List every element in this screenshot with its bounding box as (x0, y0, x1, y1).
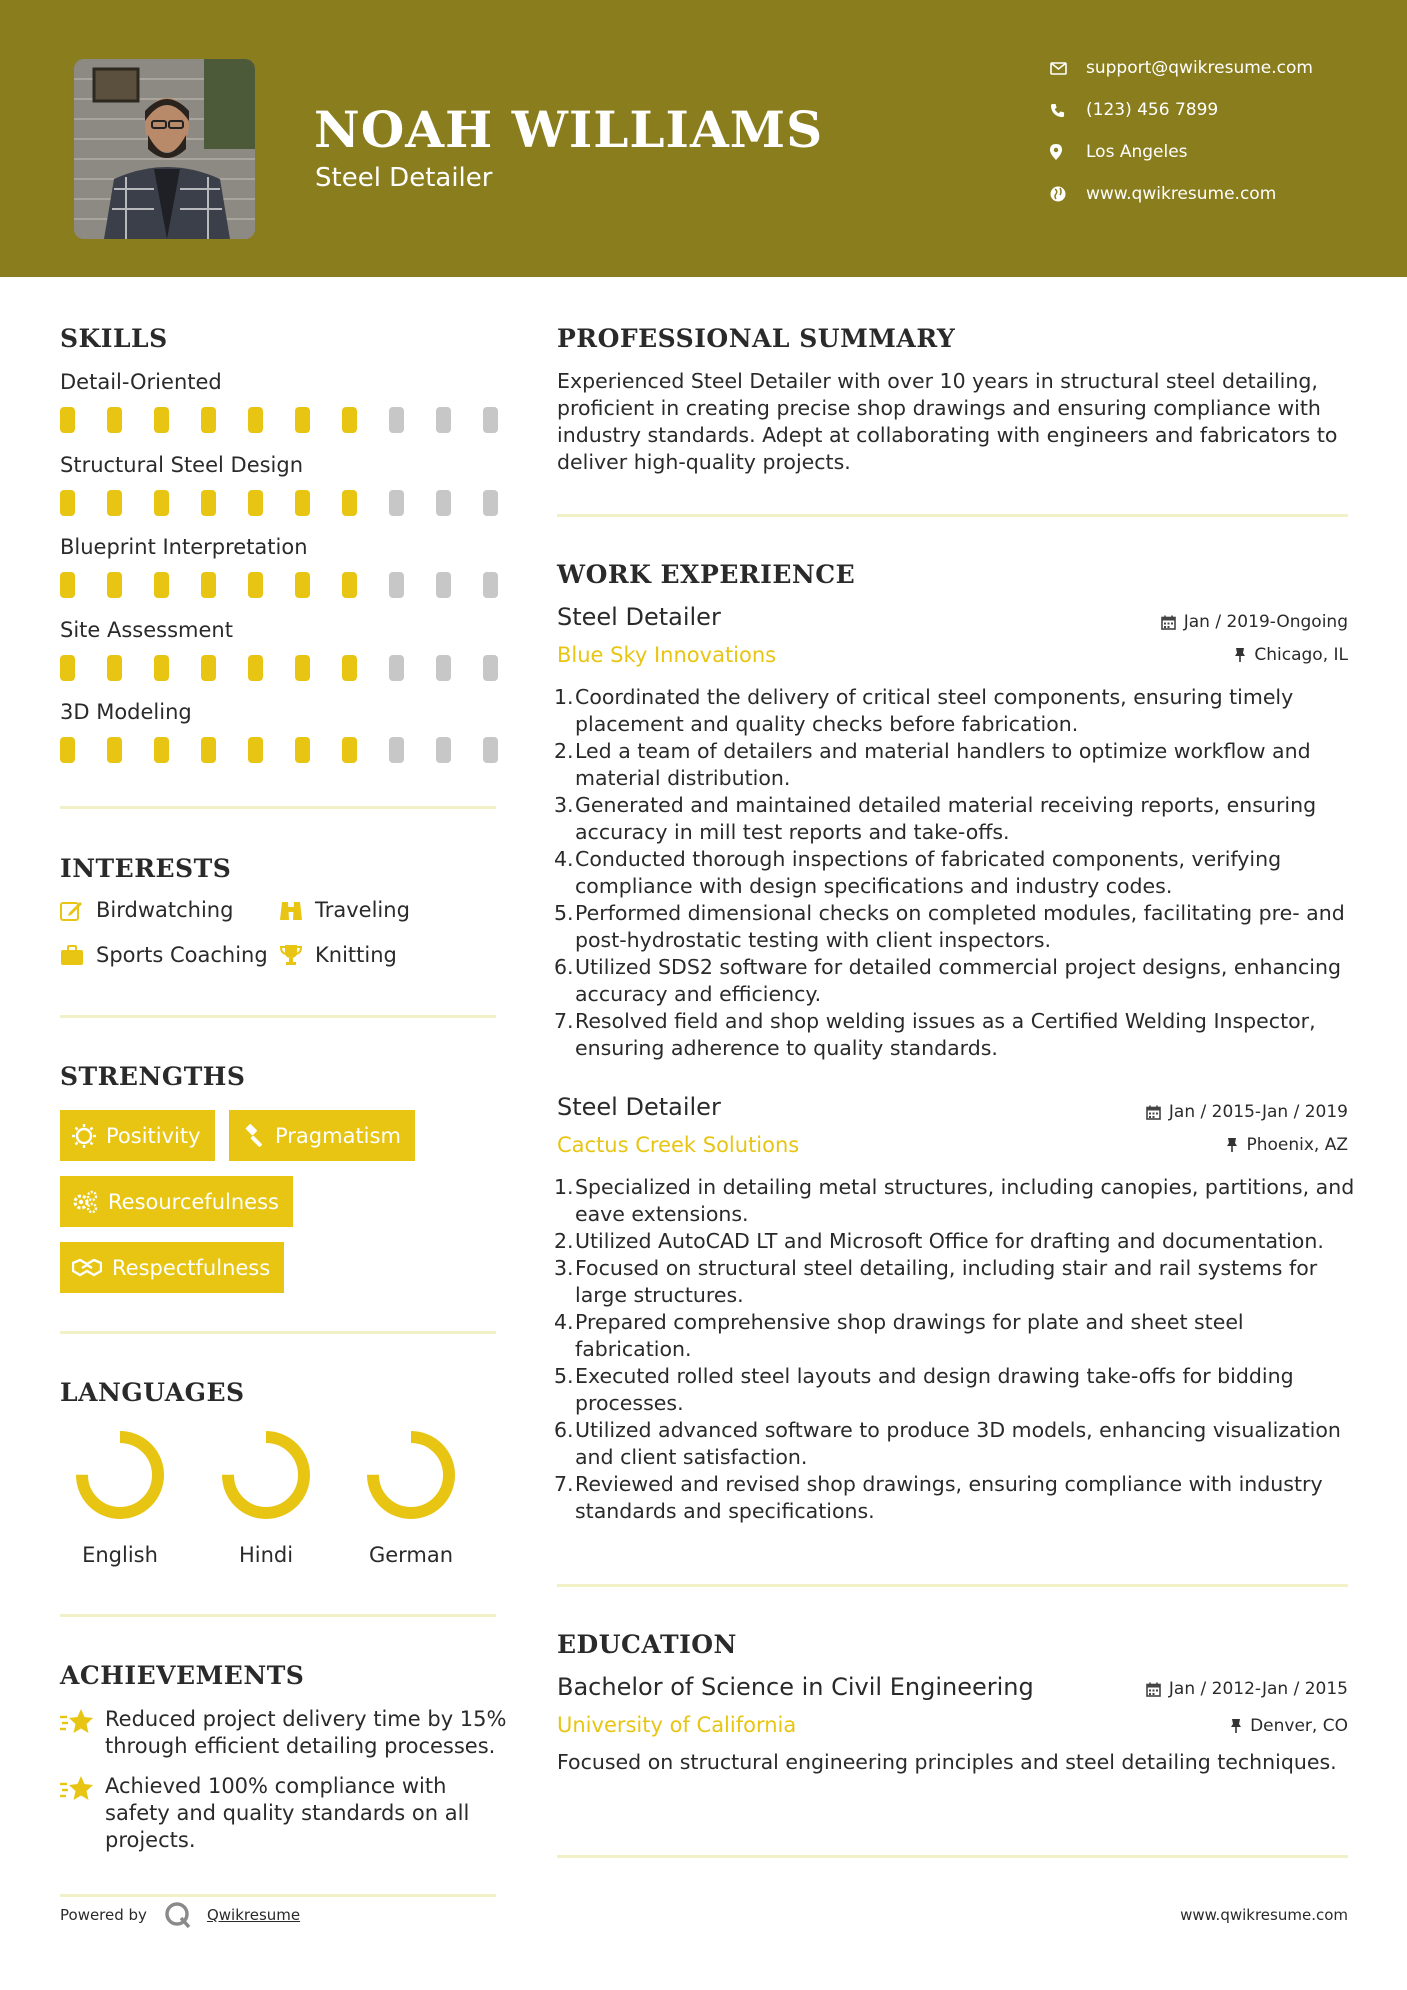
envelope-icon (1050, 62, 1086, 75)
interest-item (60, 898, 233, 922)
job-company: Cactus Creek Solutions (557, 1133, 800, 1157)
skill-dot-empty (436, 490, 451, 516)
pushpin-icon (1226, 1137, 1238, 1153)
divider (60, 1614, 496, 1617)
skill-dot-filled (248, 407, 263, 433)
skill-dot-empty (389, 407, 404, 433)
achievement-item (60, 1706, 510, 1760)
interest-label: Traveling (315, 898, 410, 922)
skills-heading: SKILLS (60, 324, 168, 353)
contact-email[interactable] (1050, 58, 1313, 78)
interest-label: Sports Coaching (96, 943, 268, 967)
candidate-name: NOAH WILLIAMS (314, 100, 824, 159)
skill-dot-filled (154, 490, 169, 516)
header-banner (0, 0, 1407, 277)
strengths-heading: STRENGTHS (60, 1062, 246, 1091)
skill-dot-filled (342, 572, 357, 598)
job-bullet: Generated and maintained detailed material receiving reports, ensuring accuracy in mill test reports and take-offs. (575, 793, 1317, 844)
job-bullet: Utilized SDS2 software for detailed commercial project designs, enhancing accuracy and efficiency. (575, 955, 1342, 1006)
skill-dot-empty (389, 490, 404, 516)
language-name: English (82, 1543, 158, 1567)
skill-dot-empty (483, 572, 498, 598)
job-dates-text: Jan / 2015-Jan / 2019 (1168, 1102, 1348, 1122)
skill-dot-filled (295, 407, 310, 433)
skill-dot-filled (295, 572, 310, 598)
gears-icon (72, 1190, 98, 1214)
language-ring (82, 1437, 158, 1513)
skill-dot-empty (389, 572, 404, 598)
job-bullet: Utilized AutoCAD LT and Microsoft Office for drafting and documentation. (575, 1229, 1324, 1253)
skill-dot-filled (201, 490, 216, 516)
skill-rating (60, 490, 500, 516)
language-rings (60, 1420, 510, 1530)
skill-dot-filled (107, 655, 122, 681)
skill-dot-filled (60, 737, 75, 763)
skill-rating (60, 407, 500, 433)
briefcase-icon (60, 944, 84, 966)
contact-location-text: Los Angeles (1086, 142, 1188, 162)
skill-name: Site Assessment (60, 617, 233, 642)
skill-dot-filled (60, 407, 75, 433)
summary-text: Experienced Steel Detailer with over 10 years in structural steel detailing, proficient in creating precise shop drawings and ensuring compliance with industry standards. Adept at collaborating with engineers and fabricators to deliver high-quality projects. (557, 369, 1338, 474)
sun-icon (72, 1124, 96, 1148)
job-location-text: Chicago, IL (1254, 645, 1348, 665)
qwikresume-logo-icon (163, 1900, 193, 1930)
interest-item (60, 943, 268, 967)
handshake-icon (72, 1256, 102, 1280)
qwikresume-link[interactable]: Qwikresume (206, 1906, 301, 1924)
strength-badge (60, 1242, 284, 1293)
skill-dot-empty (389, 737, 404, 763)
skill-dot-empty (483, 737, 498, 763)
calendar-icon (1146, 1682, 1161, 1697)
job-bullet: Conducted thorough inspections of fabricated components, verifying compliance with design specifications and industry codes. (575, 847, 1282, 898)
skill-dot-filled (107, 572, 122, 598)
education-degree: Bachelor of Science in Civil Engineering (557, 1673, 1034, 1701)
job-bullet: Resolved field and shop welding issues as a Certified Welding Inspector, ensuring adherence to quality standards. (575, 1009, 1316, 1060)
divider (60, 1015, 496, 1018)
job-dates (1146, 1102, 1348, 1122)
skill-dot-filled (154, 572, 169, 598)
achievement-text: Reduced project delivery time by 15% through efficient detailing processes. (105, 1707, 507, 1758)
profile-photo-image (74, 59, 255, 239)
star-badge-icon (60, 1775, 94, 1803)
education-description: Focused on structural engineering principles and steel detailing techniques. (557, 1750, 1337, 1774)
job-bullet: Executed rolled steel layouts and design drawing take-offs for bidding processes. (575, 1364, 1294, 1415)
interest-label: Birdwatching (96, 898, 234, 922)
footer-powered-by (60, 1900, 300, 1930)
skill-dot-filled (248, 490, 263, 516)
skill-dot-filled (248, 572, 263, 598)
divider (60, 1331, 496, 1334)
divider (557, 514, 1348, 517)
binoculars-icon (279, 899, 303, 921)
language-ring (228, 1437, 304, 1513)
powered-by-text: Powered by (60, 1906, 147, 1924)
strength-badge (229, 1110, 415, 1161)
calendar-icon (1161, 615, 1176, 630)
summary-heading: PROFESSIONAL SUMMARY (557, 324, 956, 353)
job-location-text: Phoenix, AZ (1246, 1135, 1348, 1155)
job-bullet: Utilized advanced software to produce 3D models, enhancing visualization and client satisfaction. (575, 1418, 1341, 1469)
education-dates (1146, 1679, 1348, 1699)
skill-dot-filled (107, 490, 122, 516)
job-dates-text: Jan / 2019-Ongoing (1183, 612, 1348, 632)
language-name: German (368, 1543, 454, 1567)
skill-dot-filled (201, 572, 216, 598)
job-bullet: Reviewed and revised shop drawings, ensuring compliance with industry standards and specifications. (575, 1472, 1323, 1523)
job-bullet: Focused on structural steel detailing, including stair and rail systems for large structures. (575, 1256, 1318, 1307)
job-bullet: Prepared comprehensive shop drawings for plate and sheet steel fabrication. (575, 1310, 1244, 1361)
skill-dot-filled (107, 407, 122, 433)
globe-icon (1050, 186, 1086, 202)
experience-heading: WORK EXPERIENCE (557, 560, 856, 589)
skill-dot-filled (342, 490, 357, 516)
skill-dot-filled (295, 737, 310, 763)
skill-dot-filled (248, 655, 263, 681)
skill-dot-empty (483, 490, 498, 516)
skill-dot-filled (342, 655, 357, 681)
skill-name: Detail-Oriented (60, 370, 222, 394)
strength-label: Respectfulness (112, 1255, 271, 1280)
achievements-heading: ACHIEVEMENTS (60, 1661, 305, 1690)
interest-label: Knitting (315, 943, 397, 967)
contact-location (1050, 142, 1188, 162)
contact-phone[interactable] (1050, 100, 1218, 120)
skill-dot-empty (436, 572, 451, 598)
map-pin-icon (1050, 144, 1086, 160)
skill-dot-filled (295, 490, 310, 516)
strength-badge (60, 1176, 293, 1227)
skill-dot-filled (201, 407, 216, 433)
skill-rating (60, 737, 500, 763)
skill-dot-filled (342, 737, 357, 763)
divider (60, 806, 496, 809)
trophy-icon (279, 944, 303, 966)
job-bullet: Performed dimensional checks on completed modules, facilitating pre- and post-hydrostatic testing with client inspectors. (575, 901, 1345, 952)
pushpin-icon (1230, 1718, 1242, 1734)
gavel-icon (241, 1124, 265, 1148)
skill-dot-filled (60, 572, 75, 598)
skill-dot-filled (201, 737, 216, 763)
job-dates (1161, 612, 1348, 632)
job-location (1234, 645, 1348, 665)
skill-rating (60, 655, 500, 681)
skill-dot-filled (342, 407, 357, 433)
job-bullet: Led a team of detailers and material handlers to optimize workflow and material distribution. (575, 739, 1311, 790)
skill-dot-filled (201, 655, 216, 681)
divider (60, 1894, 496, 1897)
skill-dot-empty (436, 737, 451, 763)
skill-dot-empty (389, 655, 404, 681)
education-school: University of California (557, 1713, 797, 1737)
strength-badge (60, 1110, 215, 1161)
job-bullets (557, 1174, 1357, 1525)
pencil-square-icon (60, 899, 84, 921)
skill-dot-empty (436, 655, 451, 681)
profile-photo (74, 59, 255, 239)
job-location (1226, 1135, 1348, 1155)
education-dates-text: Jan / 2012-Jan / 2015 (1168, 1679, 1348, 1699)
star-badge-icon (60, 1708, 94, 1736)
skill-dot-filled (154, 737, 169, 763)
job-bullet: Specialized in detailing metal structures, including canopies, partitions, and eave extensions. (575, 1175, 1355, 1226)
job-bullet: Coordinated the delivery of critical steel components, ensuring timely placement and quality checks before fabrication. (575, 685, 1294, 736)
skill-dot-filled (154, 407, 169, 433)
contact-website[interactable] (1050, 184, 1276, 204)
skill-rating (60, 572, 500, 598)
interests-heading: INTERESTS (60, 854, 232, 883)
interest-item (279, 898, 410, 922)
divider (557, 1855, 1348, 1858)
education-location (1230, 1716, 1348, 1736)
skill-name: 3D Modeling (60, 700, 192, 724)
footer-website[interactable]: www.qwikresume.com (1180, 1906, 1348, 1924)
job-company: Blue Sky Innovations (557, 643, 777, 667)
skill-dot-filled (60, 655, 75, 681)
language-ring (373, 1437, 449, 1513)
skill-dot-filled (295, 655, 310, 681)
languages-heading: LANGUAGES (60, 1378, 245, 1407)
skill-dot-filled (60, 490, 75, 516)
skill-dot-filled (107, 737, 122, 763)
achievement-item (60, 1773, 510, 1854)
contact-website-text: www.qwikresume.com (1086, 184, 1277, 204)
skill-dot-empty (436, 407, 451, 433)
language-name: Hindi (238, 1543, 294, 1567)
skill-name: Blueprint Interpretation (60, 535, 308, 559)
job-role: Steel Detailer (557, 603, 721, 631)
education-heading: EDUCATION (557, 1630, 737, 1659)
contact-email-text: support@qwikresume.com (1086, 58, 1313, 78)
calendar-icon (1146, 1105, 1161, 1120)
phone-icon (1050, 103, 1086, 118)
pushpin-icon (1234, 647, 1246, 663)
skill-dot-filled (154, 655, 169, 681)
strength-label: Resourcefulness (108, 1189, 279, 1214)
interest-item (279, 943, 397, 967)
skill-dot-filled (248, 737, 263, 763)
job-bullets (557, 684, 1357, 1062)
job-role: Steel Detailer (557, 1093, 721, 1121)
skill-dot-empty (483, 655, 498, 681)
contact-phone-text: (123) 456 7899 (1086, 100, 1219, 120)
skill-dot-empty (483, 407, 498, 433)
skill-name: Structural Steel Design (60, 452, 304, 477)
candidate-title: Steel Detailer (315, 163, 493, 193)
strength-label: Pragmatism (275, 1123, 401, 1148)
education-location-text: Denver, CO (1250, 1716, 1348, 1736)
strength-label: Positivity (106, 1123, 201, 1148)
achievement-text: Achieved 100% compliance with safety and quality standards on all projects. (105, 1774, 470, 1852)
divider (557, 1584, 1348, 1587)
